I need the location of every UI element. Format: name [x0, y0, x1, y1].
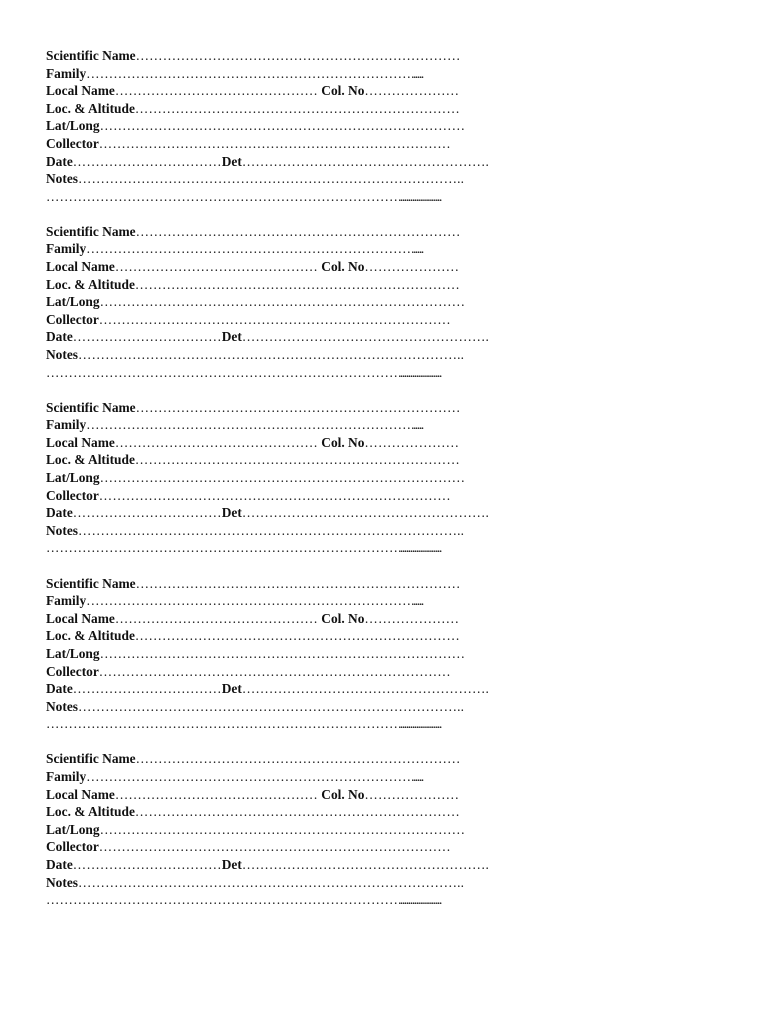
- col-no-field: …………………: [364, 434, 460, 450]
- date-field: ……………………………: [72, 856, 222, 872]
- family-label: Family: [46, 65, 87, 81]
- det-field: ……………………………………………….: [241, 153, 490, 169]
- notes-line: [46, 698, 506, 716]
- notes-continuation-line: [46, 539, 506, 557]
- local-name-line: [46, 82, 506, 100]
- notes-line: [46, 874, 506, 892]
- collector-label: Collector: [46, 487, 99, 503]
- lat-long-label: Lat/Long: [46, 645, 100, 661]
- local-name-label: Local Name: [46, 786, 115, 802]
- herbarium-label-5: [46, 750, 506, 908]
- det-field: ……………………………………………….: [241, 681, 490, 697]
- family-label: Family: [46, 768, 87, 784]
- notes-line: [46, 170, 506, 188]
- scientific-name-line: [46, 47, 506, 65]
- family-field-tail: ......: [411, 417, 423, 433]
- loc-altitude-label: Loc. & Altitude: [46, 100, 135, 116]
- loc-altitude-field: ………………………………………………………………: [134, 100, 460, 116]
- col-no-field: …………………: [364, 83, 460, 99]
- scientific-name-label: Scientific Name: [46, 751, 136, 767]
- lat-long-field: ………………………………………………………………………: [99, 821, 466, 837]
- notes-continuation-tail: ......................: [398, 188, 441, 204]
- local-name-label: Local Name: [46, 434, 115, 450]
- local-name-field: ………………………………………: [114, 259, 318, 275]
- scientific-name-label: Scientific Name: [46, 399, 136, 415]
- loc-altitude-line: [46, 276, 506, 294]
- herbarium-label-4: [46, 575, 506, 733]
- notes-field: …………………………………………………………………………..: [77, 698, 465, 714]
- scientific-name-field: ………………………………………………………………: [135, 48, 461, 63]
- col-no-label: Col. No: [317, 786, 365, 802]
- family-line: [46, 592, 506, 610]
- notes-continuation-tail: ......................: [398, 540, 441, 556]
- family-line: [46, 65, 506, 83]
- local-name-line: [46, 434, 506, 452]
- local-name-label: Local Name: [46, 259, 115, 275]
- notes-continuation-field: ……………………………………………………………………: [46, 364, 399, 380]
- family-field: ………………………………………………………………: [86, 241, 412, 257]
- loc-altitude-label: Loc. & Altitude: [46, 628, 135, 644]
- collector-field: ……………………………………………………………………: [98, 487, 451, 503]
- notes-continuation-tail: ......................: [398, 364, 441, 380]
- notes-continuation-tail: ......................: [398, 716, 441, 732]
- local-name-label: Local Name: [46, 83, 115, 99]
- collector-line: [46, 311, 506, 329]
- notes-field: …………………………………………………………………………..: [77, 874, 465, 890]
- notes-continuation-field: ……………………………………………………………………: [46, 540, 399, 556]
- scientific-name-field: ………………………………………………………………: [135, 223, 461, 239]
- notes-field: …………………………………………………………………………..: [77, 171, 465, 187]
- notes-continuation-tail: ......................: [398, 892, 441, 908]
- local-name-field: ………………………………………: [114, 83, 318, 99]
- det-field: ……………………………………………….: [241, 856, 490, 872]
- scientific-name-field: ………………………………………………………………: [135, 399, 461, 415]
- loc-altitude-line: [46, 100, 506, 118]
- loc-altitude-line: [46, 451, 506, 469]
- scientific-name-line: [46, 223, 506, 241]
- family-field: ………………………………………………………………: [86, 417, 412, 433]
- notes-label: Notes: [46, 698, 78, 714]
- det-label: Det: [221, 856, 242, 872]
- det-label: Det: [221, 681, 242, 697]
- local-name-field: ………………………………………: [114, 434, 318, 450]
- scientific-name-line: [46, 399, 506, 417]
- collector-label: Collector: [46, 839, 99, 855]
- notes-continuation-line: [46, 364, 506, 382]
- lat-long-line: [46, 293, 506, 311]
- family-line: [46, 240, 506, 258]
- collector-field: ……………………………………………………………………: [98, 311, 451, 327]
- date-det-line: [46, 328, 506, 346]
- family-field: ………………………………………………………………: [86, 768, 412, 784]
- collector-line: [46, 135, 506, 153]
- notes-label: Notes: [46, 347, 78, 362]
- col-no-field: …………………: [364, 610, 460, 626]
- loc-altitude-line: [46, 627, 506, 645]
- lat-long-line: [46, 645, 506, 663]
- lat-long-field: ………………………………………………………………………: [99, 294, 466, 310]
- col-no-field: …………………: [364, 259, 460, 275]
- col-no-field: …………………: [364, 786, 460, 802]
- notes-label: Notes: [46, 522, 78, 538]
- notes-continuation-line: [46, 891, 506, 909]
- date-field: ……………………………: [72, 505, 222, 521]
- family-label: Family: [46, 593, 87, 609]
- lat-long-label: Lat/Long: [46, 470, 100, 486]
- herbarium-label-2: [46, 223, 506, 381]
- lat-long-field: ………………………………………………………………………: [99, 118, 466, 134]
- col-no-label: Col. No: [317, 610, 365, 626]
- notes-field: …………………………………………………………………………..: [77, 347, 465, 362]
- scientific-name-line: [46, 750, 506, 768]
- local-name-field: ………………………………………: [114, 610, 318, 626]
- loc-altitude-field: ………………………………………………………………: [134, 804, 460, 820]
- scientific-name-field: ………………………………………………………………: [135, 751, 461, 767]
- scientific-name-label: Scientific Name: [46, 575, 136, 591]
- collector-line: [46, 838, 506, 856]
- lat-long-field: ………………………………………………………………………: [99, 470, 466, 486]
- herbarium-label-1: [46, 47, 506, 205]
- notes-continuation-field: ……………………………………………………………………: [46, 892, 399, 908]
- notes-field: …………………………………………………………………………..: [77, 522, 465, 538]
- loc-altitude-label: Loc. & Altitude: [46, 804, 135, 820]
- collector-field: ……………………………………………………………………: [98, 663, 451, 679]
- date-field: ……………………………: [72, 329, 222, 345]
- date-field: ……………………………: [72, 681, 222, 697]
- family-line: [46, 768, 506, 786]
- loc-altitude-line: [46, 803, 506, 821]
- scientific-name-field: ………………………………………………………………: [135, 575, 461, 591]
- date-det-line: [46, 856, 506, 874]
- local-name-line: [46, 786, 506, 804]
- notes-continuation-line: [46, 188, 506, 206]
- collector-label: Collector: [46, 135, 99, 151]
- collector-line: [46, 663, 506, 681]
- loc-altitude-label: Loc. & Altitude: [46, 452, 135, 468]
- notes-line: [46, 522, 506, 540]
- collector-label: Collector: [46, 311, 99, 327]
- local-name-line: [46, 610, 506, 628]
- notes-continuation-line: [46, 715, 506, 733]
- family-label: Family: [46, 417, 87, 433]
- date-label: Date: [46, 681, 73, 697]
- date-label: Date: [46, 329, 73, 345]
- family-field-tail: ......: [411, 241, 423, 257]
- loc-altitude-field: ………………………………………………………………: [134, 276, 460, 292]
- family-field: ………………………………………………………………: [86, 65, 412, 81]
- notes-line: [46, 346, 506, 364]
- lat-long-line: [46, 821, 506, 839]
- notes-label: Notes: [46, 171, 78, 187]
- col-no-label: Col. No: [317, 259, 365, 275]
- notes-label: Notes: [46, 874, 78, 890]
- date-field: ……………………………: [72, 153, 222, 169]
- lat-long-line: [46, 117, 506, 135]
- det-label: Det: [221, 329, 242, 345]
- family-field-tail: ......: [411, 768, 423, 784]
- herbarium-label-3: [46, 399, 506, 557]
- family-field-tail: ......: [411, 65, 423, 81]
- loc-altitude-field: ………………………………………………………………: [134, 628, 460, 644]
- det-field: ……………………………………………….: [241, 505, 490, 521]
- date-label: Date: [46, 505, 73, 521]
- local-name-field: ………………………………………: [114, 786, 318, 802]
- family-label: Family: [46, 241, 87, 257]
- det-label: Det: [221, 505, 242, 521]
- scientific-name-label: Scientific Name: [46, 223, 136, 239]
- date-det-line: [46, 680, 506, 698]
- date-label: Date: [46, 153, 73, 169]
- notes-continuation-field: ……………………………………………………………………: [46, 716, 399, 732]
- det-label: Det: [221, 153, 242, 169]
- det-field: ……………………………………………….: [241, 329, 490, 345]
- scientific-name-label: Scientific Name: [46, 48, 136, 63]
- herbarium-label-sheet: [46, 47, 506, 926]
- lat-long-label: Lat/Long: [46, 294, 100, 310]
- family-line: [46, 416, 506, 434]
- collector-field: ……………………………………………………………………: [98, 839, 451, 855]
- date-det-line: [46, 153, 506, 171]
- collector-label: Collector: [46, 663, 99, 679]
- lat-long-label: Lat/Long: [46, 821, 100, 837]
- local-name-line: [46, 258, 506, 276]
- collector-line: [46, 487, 506, 505]
- date-det-line: [46, 504, 506, 522]
- family-field-tail: ......: [411, 593, 423, 609]
- collector-field: ……………………………………………………………………: [98, 135, 451, 151]
- local-name-label: Local Name: [46, 610, 115, 626]
- loc-altitude-label: Loc. & Altitude: [46, 276, 135, 292]
- scientific-name-line: [46, 575, 506, 593]
- lat-long-field: ………………………………………………………………………: [99, 645, 466, 661]
- notes-continuation-field: ……………………………………………………………………: [46, 188, 399, 204]
- col-no-label: Col. No: [317, 434, 365, 450]
- lat-long-label: Lat/Long: [46, 118, 100, 134]
- col-no-label: Col. No: [317, 83, 365, 99]
- family-field: ………………………………………………………………: [86, 593, 412, 609]
- loc-altitude-field: ………………………………………………………………: [134, 452, 460, 468]
- date-label: Date: [46, 856, 73, 872]
- lat-long-line: [46, 469, 506, 487]
